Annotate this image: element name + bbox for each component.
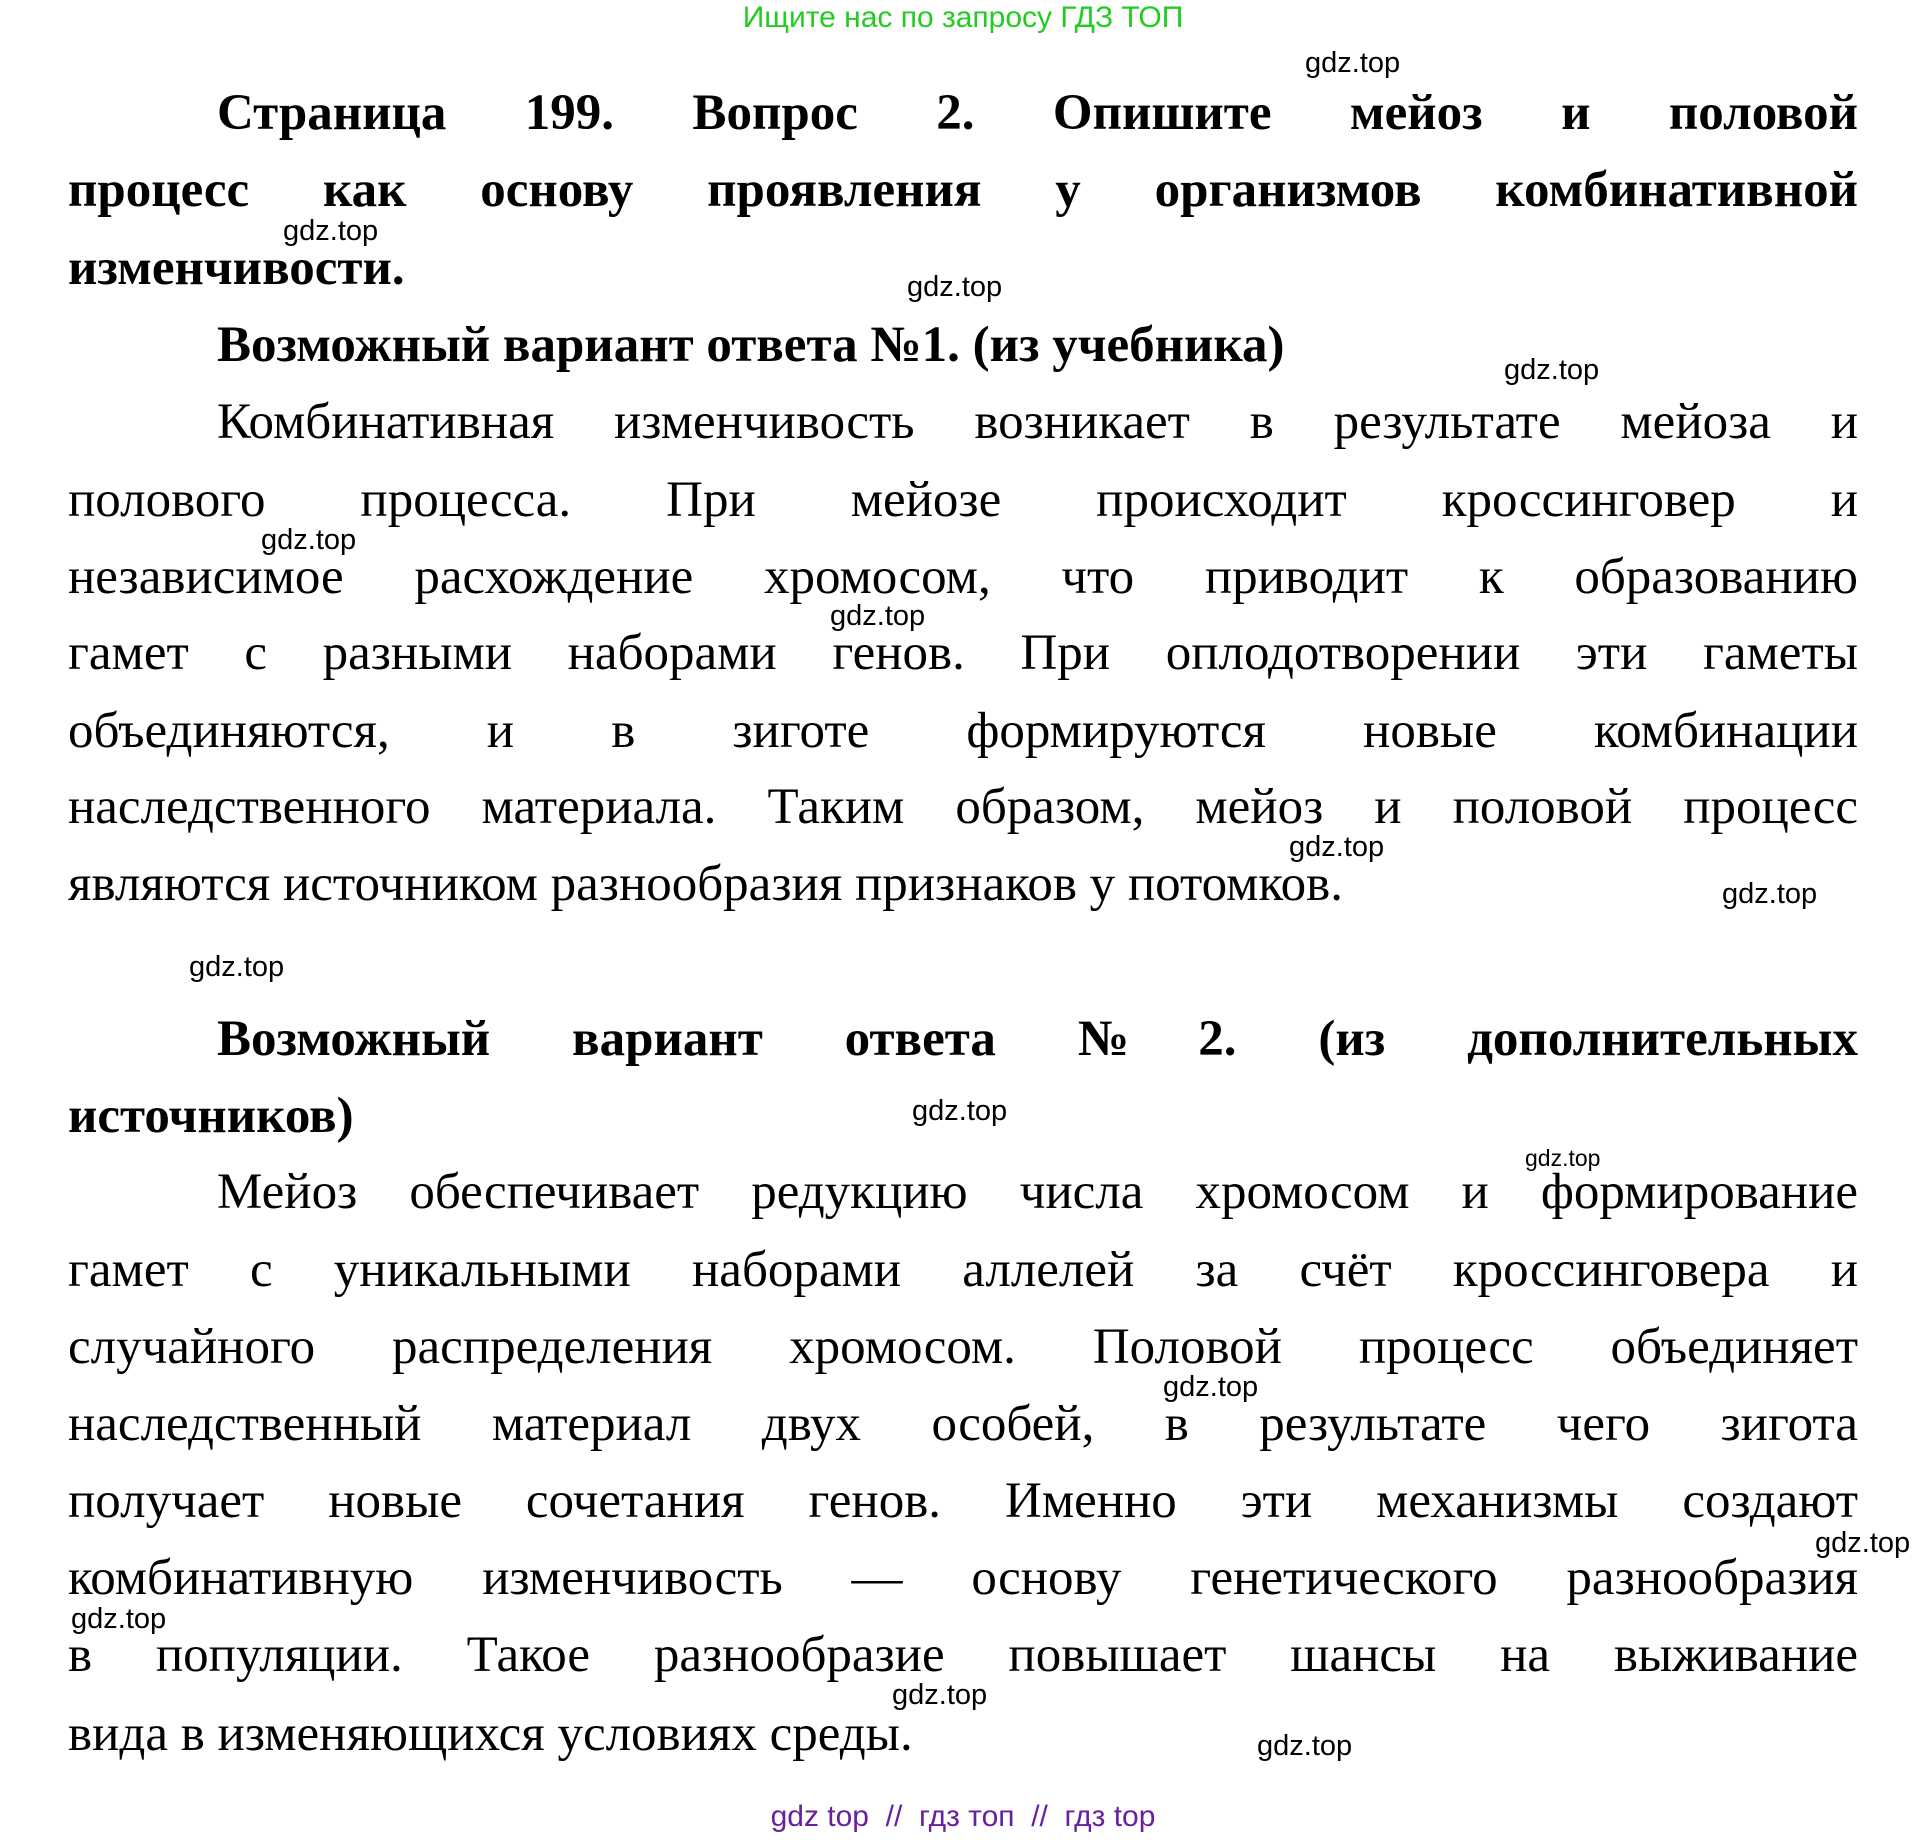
footer-links: gdz top // гдз топ // гдз top bbox=[770, 1800, 1156, 1833]
answer1-line: полового процесса. При мейозе происходит кроссинговер и bbox=[68, 472, 1858, 528]
answer1-line: независимое расхождение хромосом, что приводит к образованию bbox=[68, 549, 1858, 605]
answer2-line: случайного распределения хромосом. Половой процесс объединяет bbox=[68, 1319, 1858, 1375]
watermark: gdz.top bbox=[283, 215, 379, 247]
answer2-line: наследственный материал двух особей, в результате чего зигота bbox=[68, 1396, 1858, 1452]
watermark: gdz.top bbox=[1815, 1527, 1911, 1559]
answer1-heading: Возможный вариант ответа №1. (из учебника) bbox=[217, 317, 1285, 373]
question-title-line: процесс как основу проявления у организмов комбинативной bbox=[68, 162, 1858, 218]
question-title-line: Страница 199. Вопрос 2. Опишите мейоз и половой bbox=[217, 85, 1858, 141]
question-title-line: изменчивости. bbox=[68, 240, 405, 296]
watermark: gdz.top bbox=[830, 600, 926, 632]
answer2-line: вида в изменяющихся условиях среды. bbox=[68, 1706, 913, 1762]
watermark: gdz.top bbox=[912, 1095, 1008, 1127]
answer2-line: комбинативную изменчивость — основу генетического разнообразия bbox=[68, 1550, 1858, 1606]
watermark: gdz.top bbox=[1305, 47, 1401, 79]
watermark: gdz.top bbox=[1163, 1371, 1259, 1403]
watermark: gdz.top bbox=[189, 951, 285, 983]
watermark: gdz.top bbox=[1257, 1730, 1353, 1762]
watermark: gdz.top bbox=[1504, 354, 1600, 386]
answer2-line: Мейоз обеспечивает редукцию числа хромосом и формирование bbox=[217, 1164, 1858, 1220]
answer2-heading: Возможный вариант ответа №2. (из дополнительных bbox=[217, 1011, 1858, 1067]
answer1-line: гамет с разными наборами генов. При оплодотворении эти гаметы bbox=[68, 625, 1858, 681]
watermark: gdz.top bbox=[1289, 831, 1385, 863]
answer1-line: объединяются, и в зиготе формируются новые комбинации bbox=[68, 703, 1858, 759]
answer2-line: получает новые сочетания генов. Именно эти механизмы создают bbox=[68, 1473, 1858, 1529]
search-banner: Ищите нас по запросу ГДЗ ТОП bbox=[742, 1, 1184, 34]
watermark: gdz.top bbox=[892, 1679, 988, 1711]
answer2-heading: источников) bbox=[68, 1088, 354, 1144]
watermark: gdz.top bbox=[1525, 1145, 1601, 1171]
watermark: gdz.top bbox=[907, 271, 1003, 303]
answer1-line: наследственного материала. Таким образом, мейоз и половой процесс bbox=[68, 779, 1858, 835]
answer1-line: Комбинативная изменчивость возникает в результате мейоза и bbox=[217, 394, 1858, 450]
answer1-line: являются источником разнообразия признаков у потомков. bbox=[68, 856, 1343, 912]
watermark: gdz.top bbox=[1722, 878, 1818, 910]
answer2-line: гамет с уникальными наборами аллелей за счёт кроссинговера и bbox=[68, 1242, 1858, 1298]
answer2-line: в популяции. Такое разнообразие повышает шансы на выживание bbox=[68, 1627, 1858, 1683]
watermark: gdz.top bbox=[71, 1603, 167, 1635]
watermark: gdz.top bbox=[261, 524, 357, 556]
